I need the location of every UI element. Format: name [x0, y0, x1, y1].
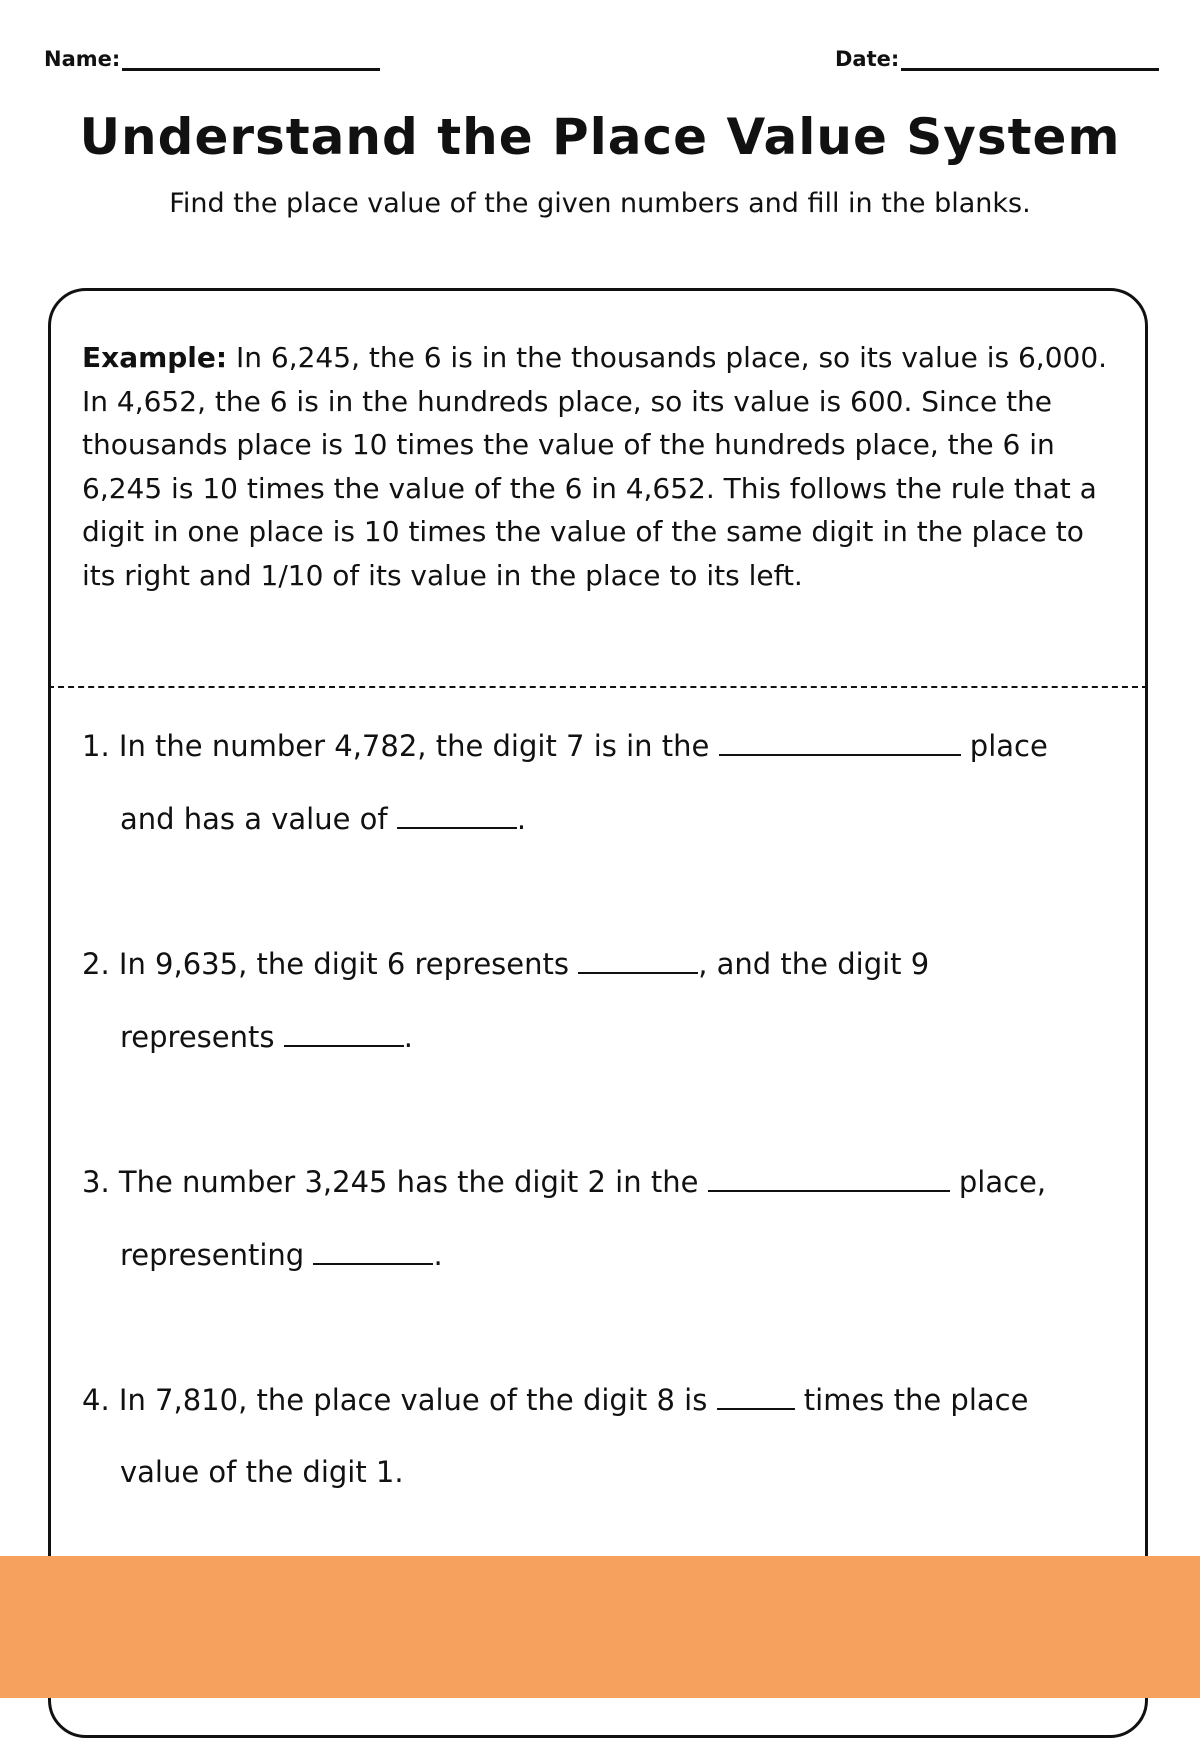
dashed-divider: [48, 686, 1148, 688]
question-number: 2.: [82, 947, 110, 981]
page-title: Understand the Place Value System: [79, 108, 1121, 166]
answer-blank[interactable]: [708, 1164, 950, 1192]
question-text: representing: [120, 1238, 305, 1272]
name-field[interactable]: [44, 44, 380, 71]
question-text: The number 3,245 has the digit 2 in the: [118, 1165, 699, 1199]
answer-blank[interactable]: [397, 801, 517, 829]
question-text: place: [969, 729, 1048, 763]
answer-blank[interactable]: [313, 1237, 433, 1265]
date-blank[interactable]: [901, 44, 1159, 71]
example-label: Example:: [82, 341, 228, 374]
question-text: and has a value of: [120, 802, 388, 836]
instructions: Find the place value of the given numbers and fill in the blanks.: [169, 188, 1031, 219]
answer-blank[interactable]: [284, 1019, 404, 1047]
answer-blank[interactable]: [717, 1382, 795, 1410]
date-label: Date:: [835, 47, 900, 71]
example-paragraph: [82, 336, 1117, 598]
name-blank[interactable]: [122, 44, 380, 71]
answer-blank[interactable]: [578, 946, 698, 974]
question-text: times the place: [803, 1383, 1029, 1417]
question-text: .: [516, 802, 527, 836]
question-text: .: [433, 1238, 443, 1272]
example-text: In 6,245, the 6 is in the thousands place, so its value is 6,000. In 4,652, the 6 is in the hundreds place, so its value is 600. Since the thousands place is 10 times the value of the hundreds place, the 6 in 6,245 is 10 times the value of the 6 in 4,652. This follows the rule that a digit in one place is 10 times the value of the same digit in the place to its right and 1/10 of its value in the place to its left.: [82, 341, 1108, 592]
question-text: .: [403, 1020, 413, 1054]
question-text: , and the digit 9: [698, 947, 930, 981]
question-number: 1.: [82, 729, 110, 763]
question-text: place,: [958, 1165, 1047, 1199]
question-text: In 7,810, the place value of the digit 8 is: [118, 1383, 708, 1417]
date-field[interactable]: [835, 44, 1159, 71]
footer-band: [0, 1556, 1200, 1698]
answer-blank[interactable]: [719, 728, 961, 756]
question-number: 4.: [82, 1383, 110, 1417]
question-text: In 9,635, the digit 6 represents: [118, 947, 569, 981]
question-text: In the number 4,782, the digit 7 is in the: [118, 729, 710, 763]
name-label: Name:: [44, 47, 121, 71]
question-text: represents: [120, 1020, 275, 1054]
question-text: value of the digit 1.: [120, 1455, 404, 1489]
question-number: 3.: [82, 1165, 110, 1199]
